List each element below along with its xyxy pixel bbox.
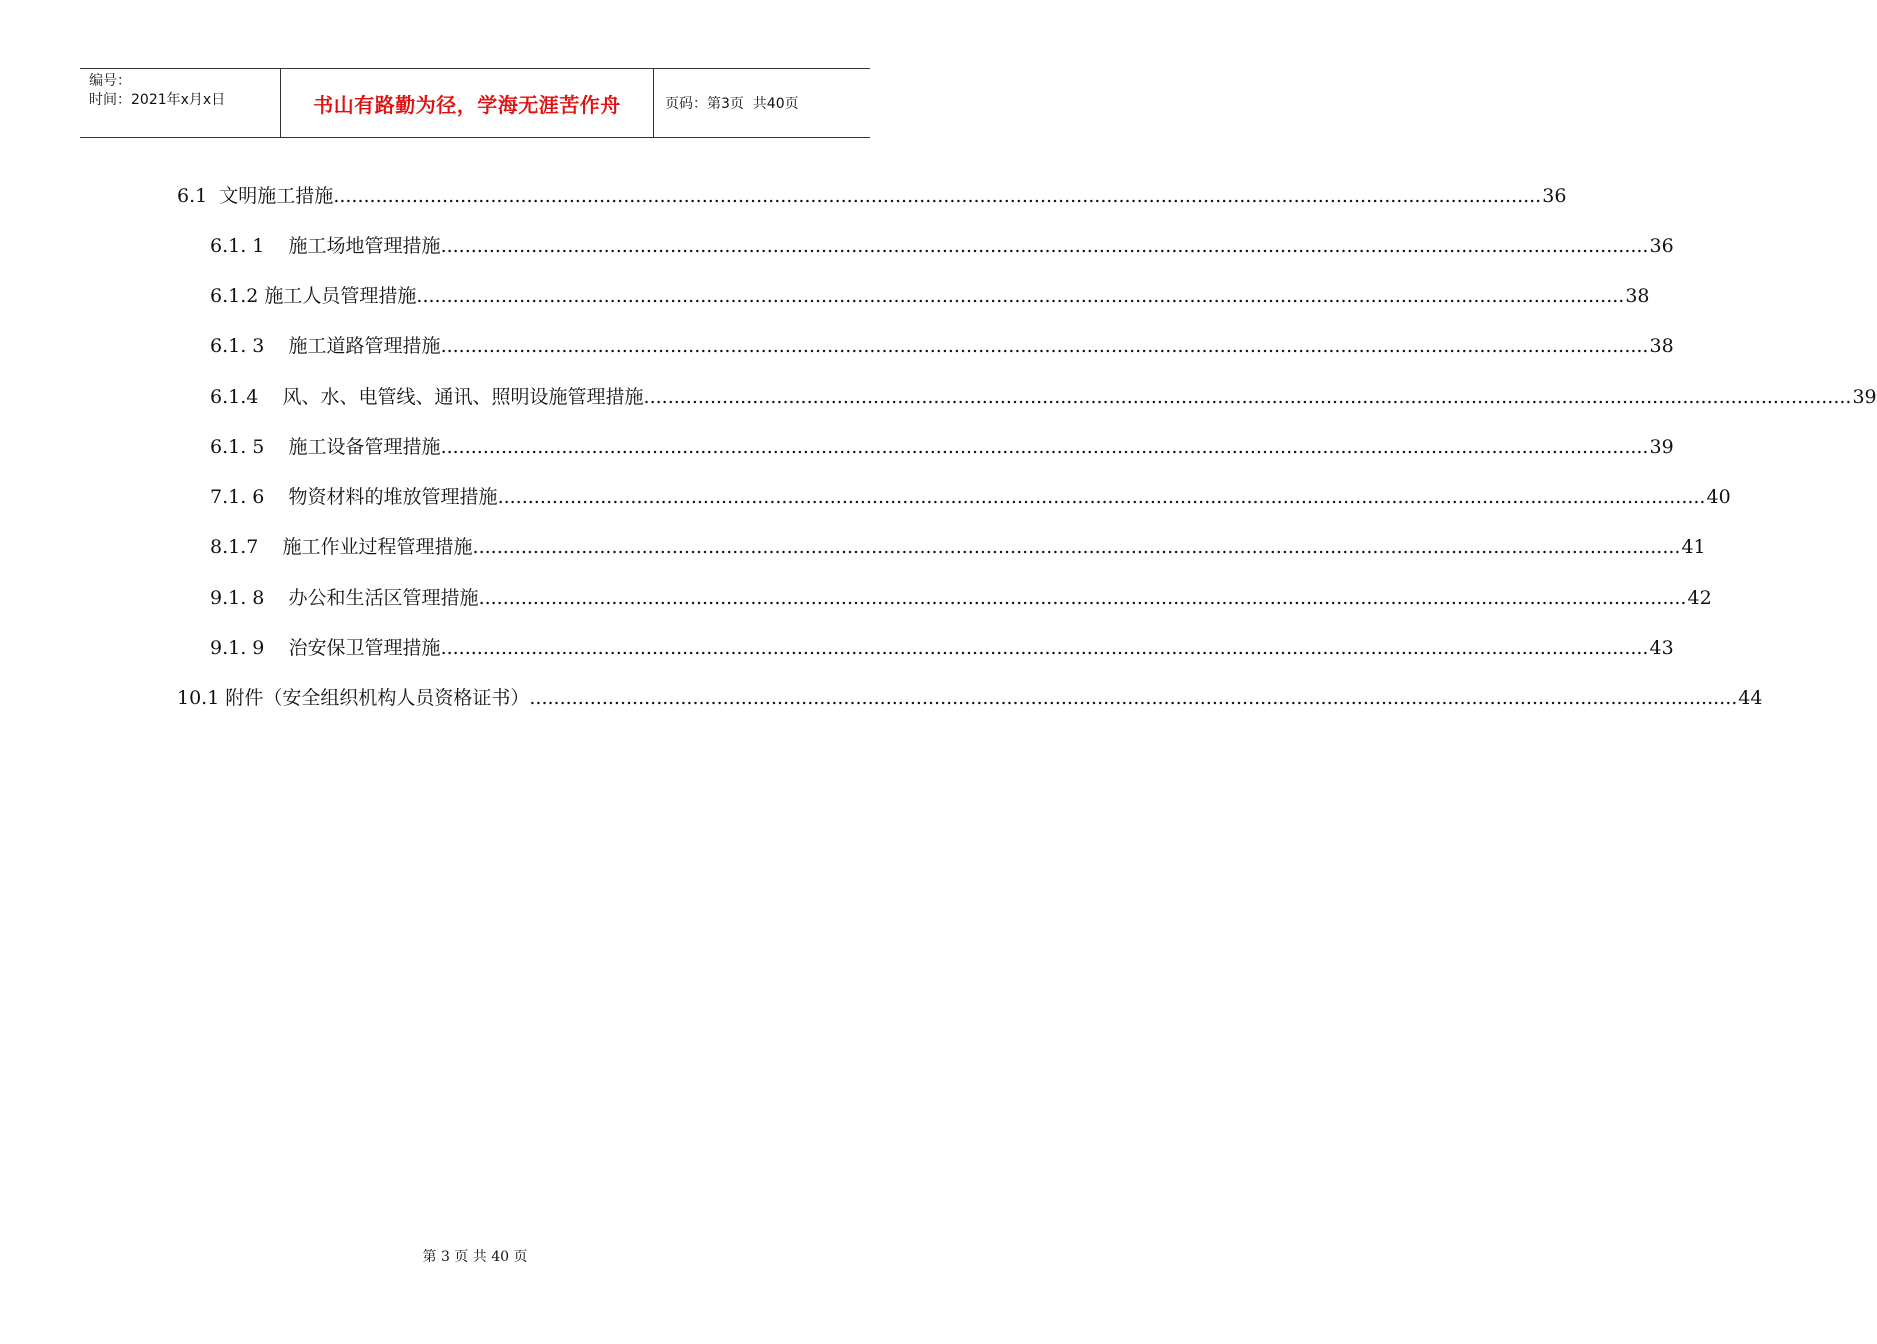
toc-entry[interactable] xyxy=(177,181,1567,207)
document-number-label: 编号： xyxy=(89,73,131,89)
toc-leader-dots: ........................................................................................................................................................................................................ xyxy=(440,436,1649,458)
toc-entry-number: 10.1 xyxy=(177,687,226,709)
toc-entry[interactable] xyxy=(210,331,1674,357)
page-footer: 第 3 页 共 40 页 xyxy=(422,1249,528,1265)
toc-entry-title: 办公和生活区管理措施 xyxy=(288,587,479,609)
toc-entry-title: 施工场地管理措施 xyxy=(288,235,441,257)
toc-entry-title: 文明施工措施 xyxy=(219,185,334,207)
toc-entry-page: 38 xyxy=(1625,285,1650,307)
toc-leader-dots: ........................................................................................................................................................................................................ xyxy=(472,536,1681,558)
toc-entry-number: 6.1.4 xyxy=(210,386,283,408)
toc-leader-dots: ........................................................................................................................................................................................................ xyxy=(333,185,1542,207)
toc-leader-dots: ........................................................................................................................................................................................................ xyxy=(529,687,1738,709)
toc-entry-number: 9.1. 9 xyxy=(210,637,289,659)
toc-entry-page: 36 xyxy=(1542,185,1567,207)
toc-entry-title: 施工人员管理措施 xyxy=(264,285,417,307)
toc-entry-number: 9.1. 8 xyxy=(210,587,289,609)
toc-entry-number: 7.1. 6 xyxy=(210,486,289,508)
toc-leader-dots: ........................................................................................................................................................................................................ xyxy=(440,637,1649,659)
toc-entry-page: 41 xyxy=(1681,536,1706,558)
toc-entry-page: 42 xyxy=(1687,587,1712,609)
header-motto: 书山有路勤为径，学海无涯苦作舟 xyxy=(281,69,654,137)
toc-entry-page: 36 xyxy=(1649,235,1674,257)
toc-entry-page: 39 xyxy=(1852,386,1877,408)
toc-entry[interactable] xyxy=(210,583,1712,609)
header-page-info: 页码：第3页 共40页 xyxy=(665,96,799,112)
toc-entry-number: 6.1 xyxy=(177,185,220,207)
toc-entry-title: 施工设备管理措施 xyxy=(288,436,441,458)
toc-leader-dots: ........................................................................................................................................................................................................ xyxy=(440,335,1649,357)
toc-leader-dots: ........................................................................................................................................................................................................ xyxy=(440,235,1649,257)
toc-entry-title: 施工作业过程管理措施 xyxy=(282,536,473,558)
toc-leader-dots: ........................................................................................................................................................................................................ xyxy=(478,587,1687,609)
toc-entry-title: 物资材料的堆放管理措施 xyxy=(288,486,498,508)
toc-leader-dots: ........................................................................................................................................................................................................ xyxy=(497,486,1706,508)
page-header xyxy=(80,68,870,138)
toc-entry[interactable] xyxy=(210,382,1877,408)
toc-entry-page: 44 xyxy=(1738,687,1763,709)
toc-entry-page: 40 xyxy=(1706,486,1731,508)
toc-entry[interactable] xyxy=(210,532,1706,558)
toc-entry-page: 38 xyxy=(1649,335,1674,357)
toc-entry-title: 附件（安全组织机构人员资格证书） xyxy=(225,687,530,709)
toc-entry-number: 6.1. 3 xyxy=(210,335,289,357)
toc-entry-page: 39 xyxy=(1649,436,1674,458)
toc-entry-number: 6.1. 1 xyxy=(210,235,289,257)
toc-entry-title: 施工道路管理措施 xyxy=(288,335,441,357)
toc-entry[interactable] xyxy=(177,683,1763,709)
toc-entry-number: 6.1.2 xyxy=(210,285,265,307)
toc-entry-title: 风、水、电管线、通讯、照明设施管理措施 xyxy=(282,386,644,408)
toc-entry-number: 8.1.7 xyxy=(210,536,283,558)
document-time-label: 时间：2021年x月x日 xyxy=(89,92,226,108)
toc-entry[interactable] xyxy=(210,231,1674,257)
header-info-cell xyxy=(80,69,281,137)
toc-entry[interactable] xyxy=(210,281,1650,307)
toc-entry[interactable] xyxy=(210,482,1731,508)
toc-entry[interactable] xyxy=(210,633,1674,659)
toc-entry[interactable] xyxy=(210,432,1674,458)
toc-leader-dots: ........................................................................................................................................................................................................ xyxy=(643,386,1852,408)
toc-entry-number: 6.1. 5 xyxy=(210,436,289,458)
toc-entry-page: 43 xyxy=(1649,637,1674,659)
toc-leader-dots: ........................................................................................................................................................................................................ xyxy=(416,285,1625,307)
toc-entry-title: 治安保卫管理措施 xyxy=(288,637,441,659)
